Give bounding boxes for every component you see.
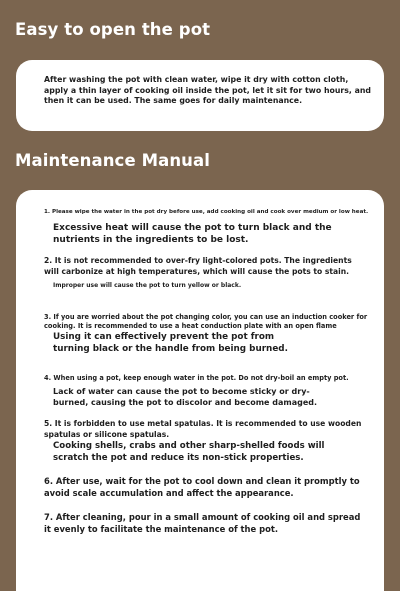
section-heading-maintenance: Maintenance Manual <box>15 151 211 170</box>
maintenance-item-4: 4. When using a pot, keep enough water in the pot. Do not dry-boil an empty pot. <box>44 374 349 382</box>
maintenance-item-7: 7. After cleaning, pour in a small amount of cooking oil and spread it evenly to facilitate the maintenance of the pot. <box>44 512 361 534</box>
maintenance-item-2-note: Improper use will cause the pot to turn yellow or black. <box>53 282 242 289</box>
maintenance-item-4-note: Lack of water can cause the pot to become sticky or dry-burned, causing the pot to discolor and become damaged. <box>53 387 318 407</box>
maintenance-item-5-note: Cooking shells, crabs and other sharp-shelled foods will scratch the pot and reduce its non-stick properties. <box>53 441 325 463</box>
section-heading-open-pot: Easy to open the pot <box>15 20 211 39</box>
maintenance-item-5: 5. It is forbidden to use metal spatulas. It is recommended to use wooden spatulas or silicone spatulas. <box>44 419 362 439</box>
maintenance-item-3-note: Using it can effectively prevent the pot from turning black or the handle from being burned. <box>53 332 288 354</box>
maintenance-item-1-note: Excessive heat will cause the pot to turn black and the nutrients in the ingredients to be lost. <box>53 223 332 245</box>
open-pot-card <box>16 60 384 131</box>
open-pot-instructions: After washing the pot with clean water, wipe it dry with cotton cloth, apply a thin layer of cooking oil inside the pot, let it sit for two hours, and then it can be used. The same goes for daily maintenance. <box>44 75 371 105</box>
maintenance-item-6: 6. After use, wait for the pot to cool down and clean it promptly to avoid scale accumulation and affect the appearance. <box>44 476 360 498</box>
maintenance-item-3: 3. If you are worried about the pot changing color, you can use an induction cooker for cooking. It is recommended to use a heat conduction plate with an open flame <box>44 313 368 330</box>
maintenance-item-2: 2. It is not recommended to over-fry light-colored pots. The ingredients will carbonize at high temperatures, which will cause the pots to stain. <box>44 256 352 276</box>
maintenance-card <box>16 190 384 591</box>
maintenance-item-1: 1. Please wipe the water in the pot dry before use, add cooking oil and cook over medium or low heat. <box>44 209 369 215</box>
